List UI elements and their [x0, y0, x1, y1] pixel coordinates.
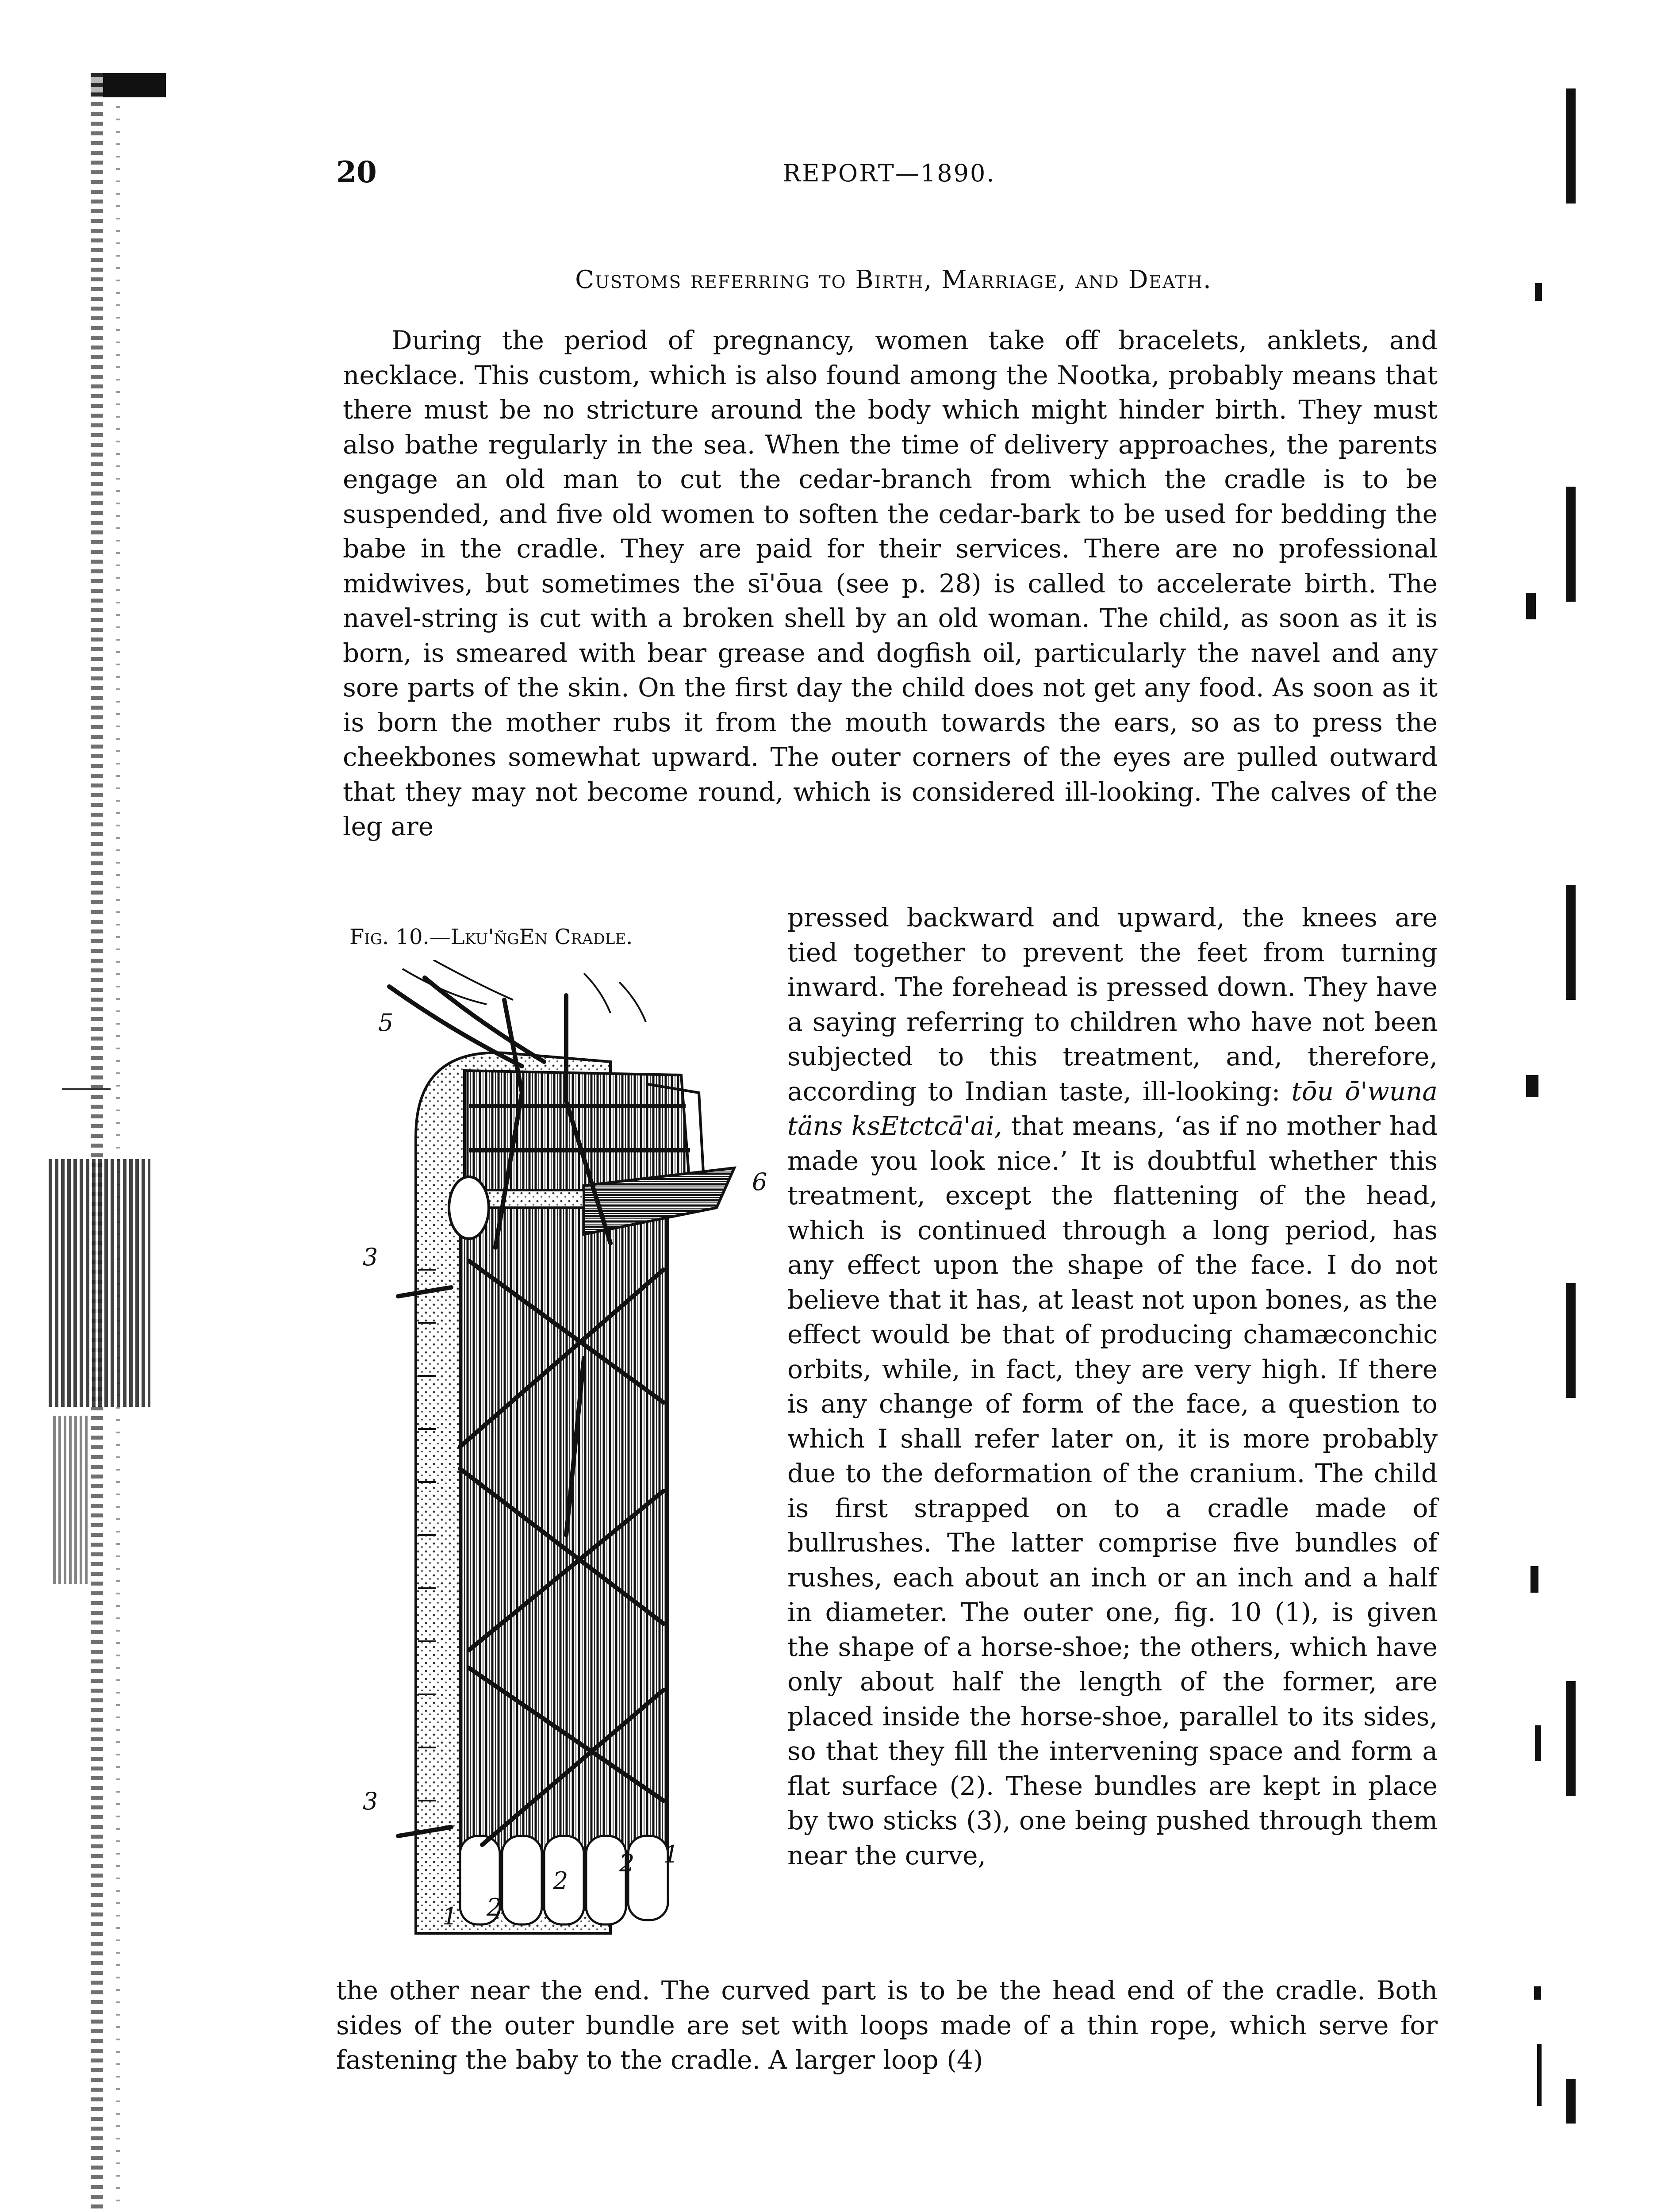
section-title: Customs referring to Birth, Marriage, and Death. — [575, 265, 1212, 294]
scan-binding-shadow — [49, 1159, 150, 1407]
page-header — [336, 155, 1442, 204]
scan-right-edge — [1566, 88, 1576, 2124]
scan-binding-mark — [62, 1088, 111, 1090]
figure-label: 5 — [378, 1009, 394, 1037]
figure-caption: Fig. 10.—Lku'ñgEn Cradle. — [349, 925, 633, 949]
paragraph-text: that means, ‘as if no mother had made you look nice.’ It is doubtful whether this treatment, except the flattening of the head, which is continued through a long period, has any effect upon the shape of the face. I do not believe that it has, at least not upon bones, as the effect would be that of producing chamæconchic orbits, while, in fact, they are very high. If there is any change of form of the face, a question to which I shall refer later on, it is more probably due to the deformation of the cranium. The child is first strapped on to a cradle made of bullrushes. The latter comprise five bundles of rushes, each about an inch or an inch and a half in diameter. The outer one, fig. 10 (1), is given the shape of a horse-shoe; the others, which have only about half the length of the former, are placed inside the horse-shoe, parallel to its sides, so that they fill the intervening space and form a flat surface (2). These bundles are kept in place by two sticks (3), one being pushed through them near the curve, — [787, 1111, 1438, 1870]
scan-mark — [1534, 1986, 1541, 2000]
scan-mark — [1535, 1725, 1541, 1761]
paragraph-body: During the period of pregnancy, women take off bracelets, anklets, and necklace. This custom, which is also found among the Nootka, probably means that there must be no stricture around the body which might hinder birth. They must also bathe regularly in the sea. When the time of delivery approaches, the parents engage an old man to cut the cedar-branch from which the cradle is to be suspended, and five old women to soften the cedar-bark to be used for bedding the babe in the cradle. They are paid for their services. There are no professional midwives, but sometimes the sī'ōua (see p. 28) is called to accelerate birth. The navel-string is cut with a broken shell by an old woman. The child, as soon as it is born, is smeared with bear grease and dogfish oil, particularly the navel and any sore parts of the skin. On the first day the child does not get any food. As soon as it is born the mother rubs it from the mouth towards the ears, so as to press the cheekbones somewhat upward. The outer corners of the eyes are pulled outward that they may not become round, which is considered ill-looking. The calves of the leg are — [343, 325, 1438, 841]
figure-label: 2 — [619, 1849, 635, 1877]
scan-mark — [1530, 1566, 1538, 1593]
figure-label: 6 — [752, 1168, 767, 1196]
running-head: REPORT—1890. — [782, 159, 996, 187]
figure-label: 1 — [664, 1840, 679, 1868]
scan-binding-shadow — [53, 1416, 88, 1584]
indian-phrase: tōu ō'wuna täns ksEtctcā'ai, — [787, 1076, 1438, 1141]
figure-label: 3 — [363, 1243, 378, 1271]
figure-label: 3 — [363, 1787, 378, 1815]
scan-mark — [1535, 283, 1542, 301]
paragraph-text: pressed backward and upward, the knees are tied together to prevent the feet from turning inward. The forehead is pressed down. They have a saying referring to children who have not been subjected to this treatment, and, therefore, according to Indian taste, ill-looking: — [787, 902, 1438, 1106]
paragraph-beside-figure — [787, 900, 1438, 1873]
scan-mark — [1526, 1075, 1538, 1097]
cradle-engraving-illustration — [336, 960, 779, 1951]
head-ring — [449, 1177, 489, 1239]
scan-mark — [1537, 2044, 1542, 2106]
figure-label: 2 — [487, 1893, 502, 1921]
scan-binding-edge — [91, 73, 103, 2212]
figure-label: 1 — [442, 1902, 458, 1930]
cradle-body — [460, 1208, 668, 1898]
scan-mark — [1526, 593, 1536, 619]
page-number: 20 — [336, 155, 377, 189]
paragraph-continuation: the other near the end. The curved part is to be the head end of the cradle. Both sides of the outer bundle are set with loops made of a thin rope, which serve for fastening the baby to the cradle. A larger loop (4) — [336, 1975, 1438, 2075]
figure-cradle — [336, 920, 779, 1951]
figure-label: 2 — [553, 1867, 568, 1895]
